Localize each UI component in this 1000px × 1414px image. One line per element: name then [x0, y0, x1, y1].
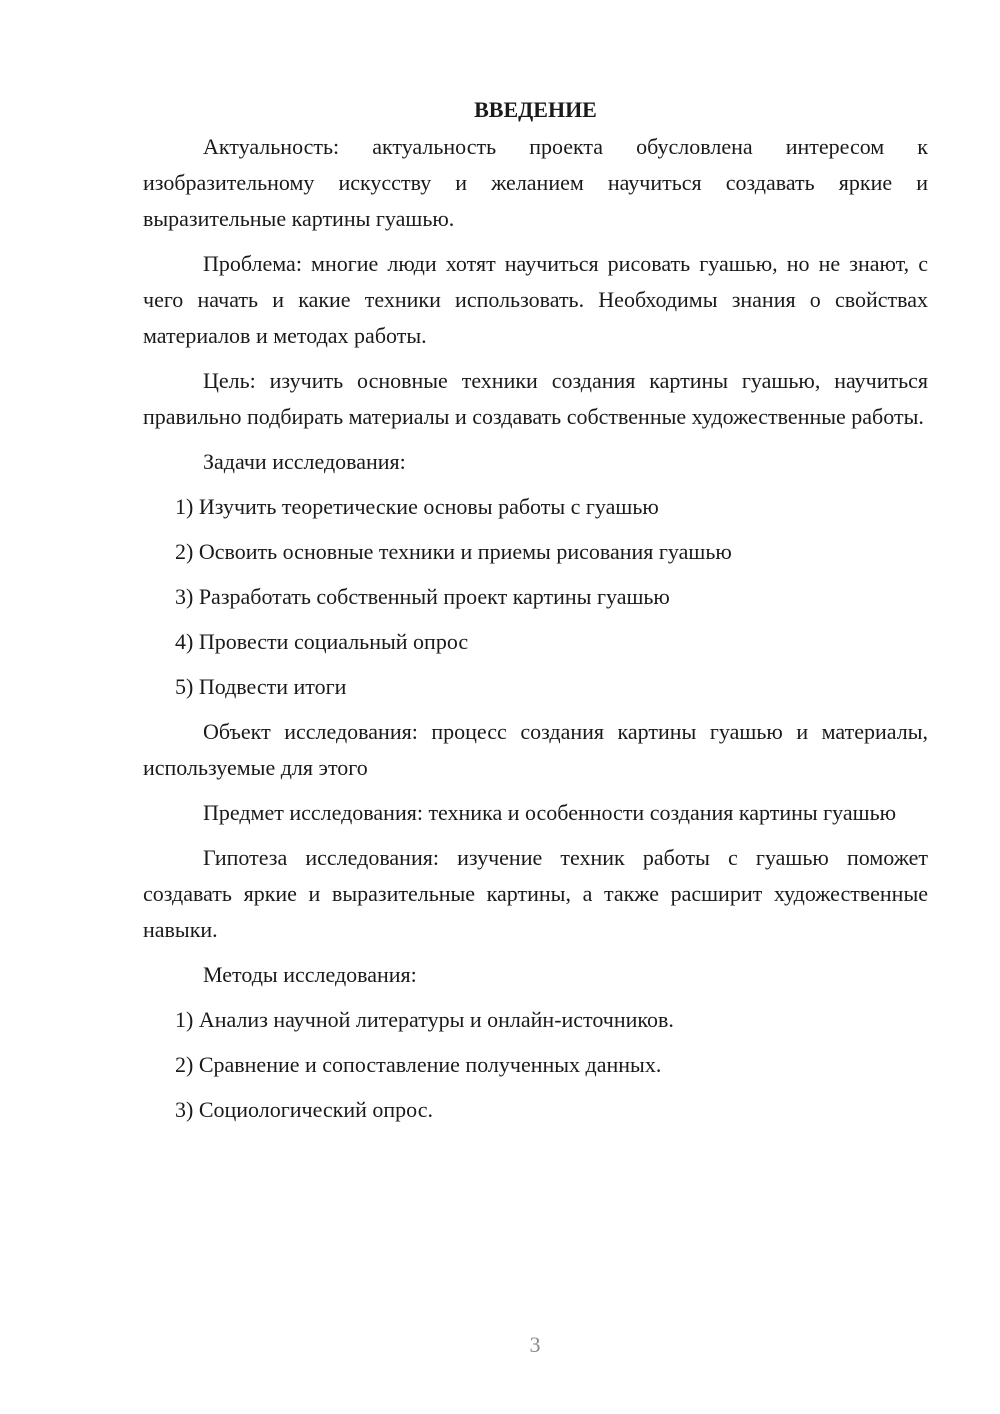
hypothesis-paragraph: Гипотеза исследования: изучение техник работы с гуашью поможет создавать яркие и выразительные картины, а также расширит художественные навыки.: [143, 845, 928, 942]
section-title: ВВЕДЕНИЕ: [474, 97, 597, 122]
goal-paragraph: Цель: изучить основные техники создания картины гуашью, научиться правильно подбирать материалы и создавать собственные художественные работы.: [143, 368, 928, 429]
problem-paragraph: Проблема: многие люди хотят научиться рисовать гуашью, но не знают, с чего начать и какие техники использовать. Необходимы знания о свойствах материалов и методах работы.: [143, 251, 928, 348]
subject-paragraph: Предмет исследования: техника и особенности создания картины гуашью: [203, 800, 897, 825]
method-item: 1) Анализ научной литературы и онлайн-источников.: [175, 1007, 674, 1032]
task-item: 5) Подвести итоги: [175, 674, 347, 699]
relevance-paragraph: Актуальность: актуальность проекта обусловлена интересом к изобразительному искусству и желанием научиться создавать яркие и выразительные картины гуашью.: [143, 134, 928, 231]
object-paragraph: Объект исследования: процесс создания картины гуашью и материалы, используемые для этого: [143, 719, 928, 780]
task-item: 2) Освоить основные техники и приемы рисования гуашью: [175, 539, 732, 564]
page-number: 3: [529, 1332, 541, 1357]
methods-heading: Методы исследования:: [203, 962, 417, 987]
page-content: [143, 92, 928, 1137]
task-item: 1) Изучить теоретические основы работы с гуашью: [175, 494, 659, 519]
tasks-heading: Задачи исследования:: [203, 449, 406, 474]
method-item: 2) Сравнение и сопоставление полученных данных.: [175, 1052, 662, 1077]
task-item: 4) Провести социальный опрос: [175, 629, 469, 654]
task-item: 3) Разработать собственный проект картины гуашью: [175, 584, 670, 609]
method-item: 3) Социологический опрос.: [175, 1097, 433, 1122]
